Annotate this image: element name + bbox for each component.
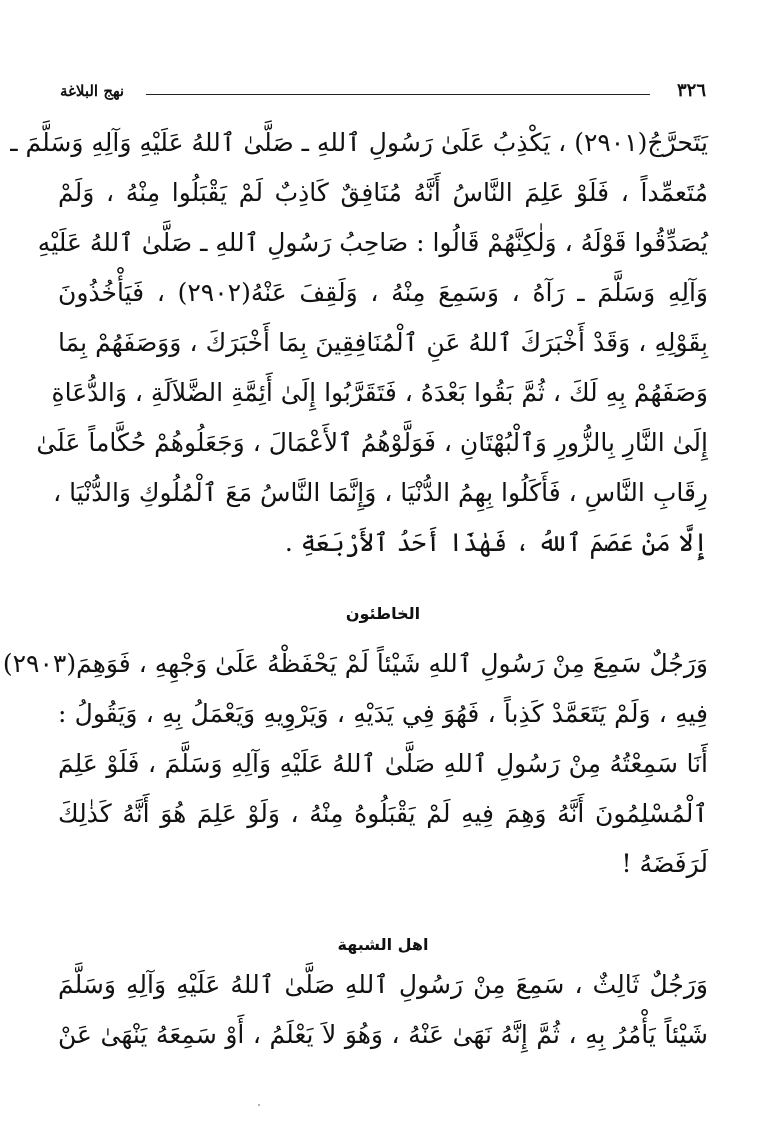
paragraph-mistaken <box>2 639 708 889</box>
text-line: شَيْئاً يَأْمُرُ بِهِ ، ثُمَّ إِنَّهُ نَهَىٰ عَنْهُ ، وَهُوَ لاَ يَعْلَمُ ، أَوْ سَمِعَهُ يَنْهَىٰ عَنْ <box>58 1020 708 1049</box>
text-line: بِقَوْلِهِ ، وَقَدْ أَخْبَرَكَ ٱللهُ عَنِ ٱلْمُنَافِقِينَ بِمَا أَخْبَرَكَ ، وَوَصَفَهُمْ بِمَا <box>58 328 708 357</box>
section-heading-doubt: اهل الشبهة <box>337 935 429 954</box>
text-line: يَتَحرَّجُ(٢٩٠١) ، يَكْذِبُ عَلَىٰ رَسُولِ ٱللهِ ـ صَلَّىٰ ٱللهُ عَلَيْهِ وَآلِهِ وَسَلَّمَ ـ <box>10 128 708 157</box>
paragraph-doubt <box>58 960 708 1060</box>
page-header <box>60 80 706 104</box>
section-heading-mistaken: الخاطئون <box>345 604 421 623</box>
text-line: إِلَّا مَنْ عَصَمَ ٱللهُ ، فَهٰذَا أَحَدُ ٱلأَرْبَعَةِ . <box>284 528 708 557</box>
text-line: وَآلِهِ وَسَلَّمَ ـ رَآهُ ، وَسَمِعَ مِنْهُ ، وَلَقِفَ عَنْهُ(٢٩٠٢) ، فَيَأْخُذُونَ <box>58 278 708 307</box>
scan-speck <box>258 1104 260 1106</box>
text-line: رِقَابِ النَّاسِ ، فَأَكَلُوا بِهِمُ الدُّنْيَا ، وَإِنَّمَا النَّاسُ مَعَ ٱلْمُلُوكِ وَالدُّنْيَا ، <box>53 478 708 507</box>
text-line: وَرَجُلٌ سَمِعَ مِنْ رَسُولِ ٱللهِ شَيْئاً لَمْ يَحْفَظْهُ عَلَىٰ وَجْهِهِ ، فَوَهِمَ(٢٩٠٣) <box>2 649 708 678</box>
text-line: فِيهِ ، وَلَمْ يَتَعَمَّدْ كَذِباً ، فَهُوَ فِي يَدَيْهِ ، وَيَرْوِيهِ وَيَعْمَلُ بِهِ ، وَيَقُولُ : <box>58 699 708 728</box>
page-number: ٣٢٦ <box>676 80 706 101</box>
header-rule <box>146 94 650 95</box>
text-line: إِلَىٰ النَّارِ بِالزُّورِ وَٱلْبُهْتَانِ ، فَوَلَّوْهُمُ ٱلأَعْمَالَ ، وَجَعَلُوهُمْ حُكَّاماً عَلَىٰ <box>36 428 708 457</box>
text-line: وَرَجُلٌ ثَالِثٌ ، سَمِعَ مِنْ رَسُولِ ٱللهِ صَلَّىٰ ٱللهُ عَلَيْهِ وَآلِهِ وَسَلَّمَ <box>58 970 708 999</box>
text-line: وَصَفَهُمْ بِهِ لَكَ ، ثُمَّ بَقُوا بَعْدَهُ ، فَتَقَرَّبُوا إِلَىٰ أَئِمَّةِ الضَّلاَلَةِ ، وَالدُّعَاةِ <box>51 378 708 407</box>
text-line: ٱلْمُسْلِمُونَ أَنَّهُ وَهِمَ فِيهِ لَمْ يَقْبَلُوهُ مِنْهُ ، وَلَوْ عَلِمَ هُوَ أَنَّهُ كَذٰلِكَ <box>58 799 708 828</box>
text-line: مُتَعمِّداً ، فَلَوْ عَلِمَ النَّاسُ أَنَّهُ مُنَافِقٌ كَاذِبٌ لَمْ يَقْبَلُوا مِنْهُ ، وَلَمْ <box>58 178 708 207</box>
text-line: يُصَدِّقُوا قَوْلَهُ ، وَلٰكِنَّهُمْ قَالُوا : صَاحِبُ رَسُولِ ٱللهِ ـ صَلَّىٰ ٱللهُ عَلَيْهِ <box>37 228 708 257</box>
text-line: لَرَفَضَهُ ! <box>621 849 708 878</box>
paragraph-narrators-liars <box>10 118 708 568</box>
text-line: أَنَا سَمِعْتُهُ مِنْ رَسُولِ ٱللهِ صَلَّىٰ ٱللهُ عَلَيْهِ وَآلِهِ وَسَلَّمَ ، فَلَوْ عَلِمَ <box>58 749 708 778</box>
book-title: نهج البلاغة <box>60 82 125 100</box>
